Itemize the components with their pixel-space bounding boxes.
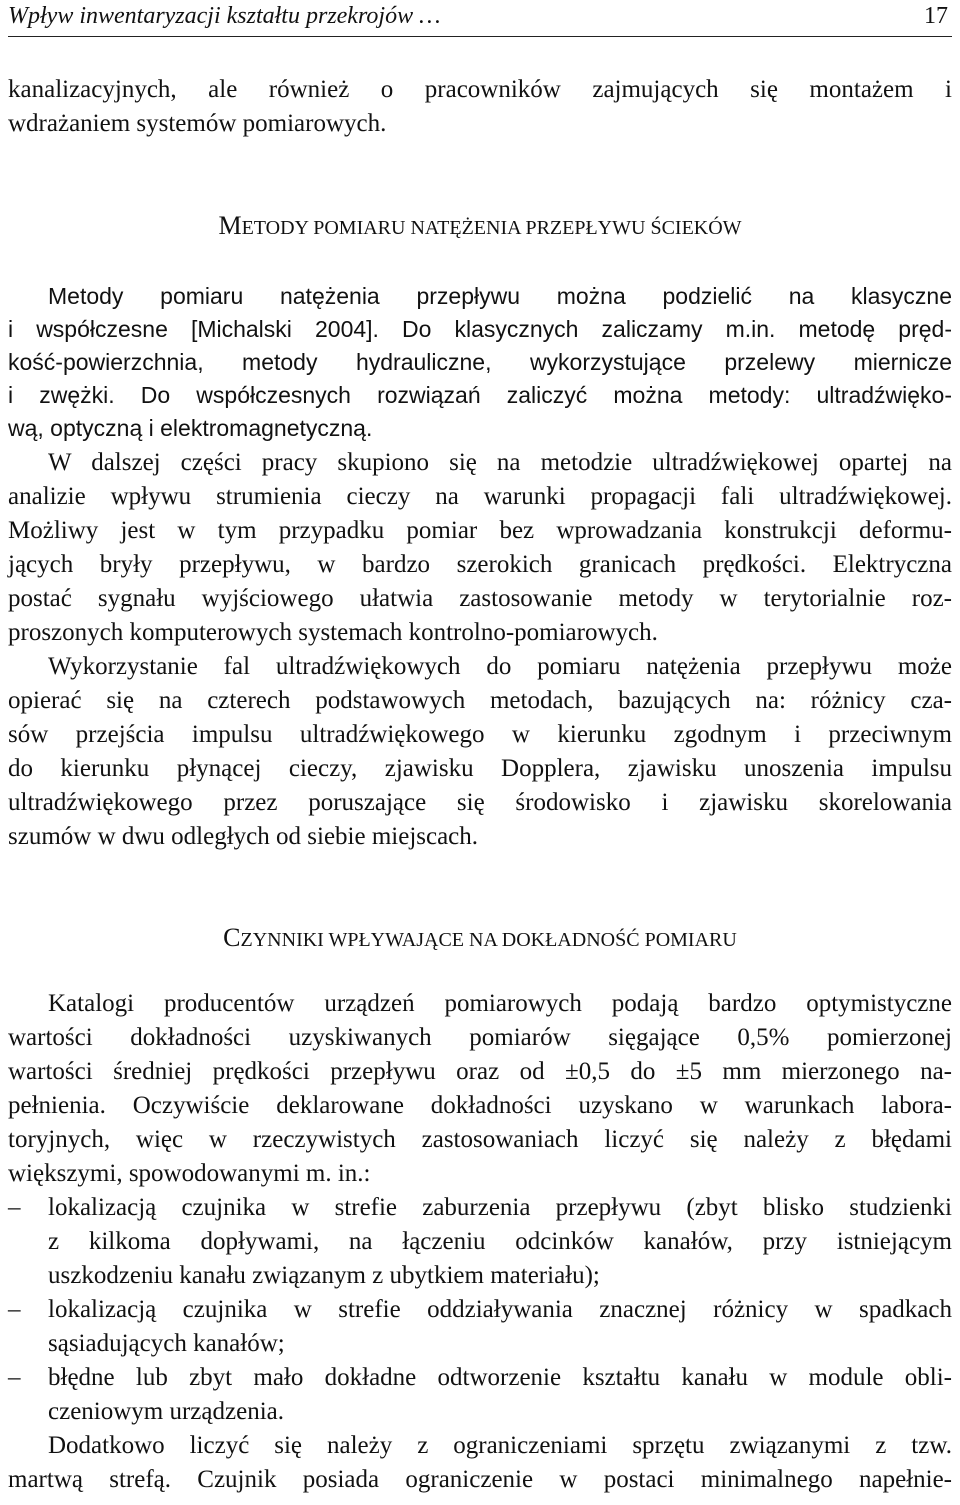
paragraph-line: sów przejścia impulsu ultradźwiękowego w kierunku zgodnym i przeciwnym (8, 721, 952, 748)
paragraph-line: i współczesne [Michalski 2004]. Do klasycznych zaliczamy m.in. metodę pręd- (8, 316, 952, 342)
list-bullet-dash: – (8, 1296, 21, 1323)
paragraph-line: opierać się na czterech podstawowych metodach, bazujących na: różnicy cza- (8, 687, 952, 714)
section-heading-methods (0, 210, 960, 244)
heading-initial: C (223, 923, 241, 952)
page-number: 17 (924, 3, 948, 29)
list-item-line: z kilkoma dopływami, na łączeniu odcinków kanałów, przy istniejącym (48, 1228, 952, 1255)
paragraph-line: pełnienia. Oczywiście deklarowane dokładności uzyskano w warunkach labora- (8, 1092, 952, 1119)
heading-rest: ZYNNIKI WPŁYWAJĄCE NA DOKŁADNOŚĆ POMIARU (240, 929, 737, 951)
paragraph-line: Możliwy jest w tym przypadku pomiar bez wprowadzania konstrukcji deformu- (8, 517, 952, 544)
list-item-line: błędne lub zbyt mało dokładne odtworzenie kształtu kanału w module obli- (48, 1364, 952, 1391)
list-item-line: lokalizacją czujnika w strefie oddziaływania znacznej różnicy w spadkach (48, 1296, 952, 1323)
paragraph-line: do kierunku płynącej cieczy, zjawisku Dopplera, zjawisku unoszenia impulsu (8, 755, 952, 782)
paragraph-line: Dodatkowo liczyć się należy z ograniczeniami sprzętu związanymi z tzw. (48, 1432, 952, 1459)
paragraph-line: wą, optyczną i elektromagnetyczną. (8, 415, 373, 441)
paragraph-line: proszonych komputerowych systemach kontrolno-pomiarowych. (8, 619, 658, 646)
running-header (8, 0, 952, 37)
header-title: Wpływ inwentaryzacji kształtu przekrojów … (8, 3, 441, 29)
paragraph-line: Metody pomiaru natężenia przepływu można podzielić na klasyczne (48, 283, 952, 309)
list-item-line: sąsiadujących kanałów; (48, 1330, 285, 1357)
section-heading-accuracy-factors (0, 922, 960, 956)
paragraph-line: jących bryły przepływu, w bardzo szerokich granicach prędkości. Elektryczna (8, 551, 952, 578)
paragraph-line: wdrażaniem systemów pomiarowych. (8, 110, 387, 137)
paragraph-line: wartości średniej prędkości przepływu oraz od ±0,5 do ±5 mm mierzonego na- (8, 1058, 952, 1085)
paragraph-line: martwą strefą. Czujnik posiada ograniczenie w postaci minimalnego napełnie- (8, 1466, 952, 1493)
list-item-line: lokalizacją czujnika w strefie zaburzenia przepływu (zbyt blisko studzienki (48, 1194, 952, 1221)
paragraph-line: kanalizacyjnych, ale również o pracowników zajmujących się montażem i (8, 76, 952, 103)
paragraph-line: większymi, spowodowanymi m. in.: (8, 1160, 371, 1187)
paragraph-line: Katalogi producentów urządzeń pomiarowych podają bardzo optymistyczne (48, 990, 952, 1017)
paragraph-line: wartości dokładności uzyskiwanych pomiarów sięgające 0,5% pomierzonej (8, 1024, 952, 1051)
paragraph-line: szumów w dwu odległych od siebie miejscach. (8, 823, 479, 850)
list-item-line: czeniowym urządzenia. (48, 1398, 284, 1425)
paragraph-line: analizie wpływu strumienia cieczy na warunki propagacji fali ultradźwiękowej. (8, 483, 952, 510)
paragraph-line: kość-powierzchnia, metody hydrauliczne, wykorzystujące przelewy miernicze (8, 349, 952, 375)
paragraph-line: toryjnych, więc w rzeczywistych zastosowaniach liczyć się należy z błędami (8, 1126, 952, 1153)
list-item-line: uszkodzeniu kanału związanym z ubytkiem materiału); (48, 1262, 600, 1289)
paragraph-line: postać sygnału wyjściowego ułatwia zastosowanie metody w terytorialnie roz- (8, 585, 952, 612)
paragraph-line: i zwężki. Do współczesnych rozwiązań zaliczyć można metody: ultradźwięko- (8, 382, 952, 408)
paragraph-line: ultradźwiękowego przez poruszające się środowisko i zjawisku skorelowania (8, 789, 952, 816)
heading-initial: M (218, 211, 242, 240)
heading-rest: ETODY POMIARU NATĘŻENIA PRZEPŁYWU ŚCIEKÓW (241, 217, 742, 239)
list-bullet-dash: – (8, 1364, 21, 1391)
list-bullet-dash: – (8, 1194, 21, 1221)
paragraph-line: Wykorzystanie fal ultradźwiękowych do pomiaru natężenia przepływu może (48, 653, 952, 680)
paragraph-line: W dalszej części pracy skupiono się na metodzie ultradźwiękowej opartej na (48, 449, 952, 476)
